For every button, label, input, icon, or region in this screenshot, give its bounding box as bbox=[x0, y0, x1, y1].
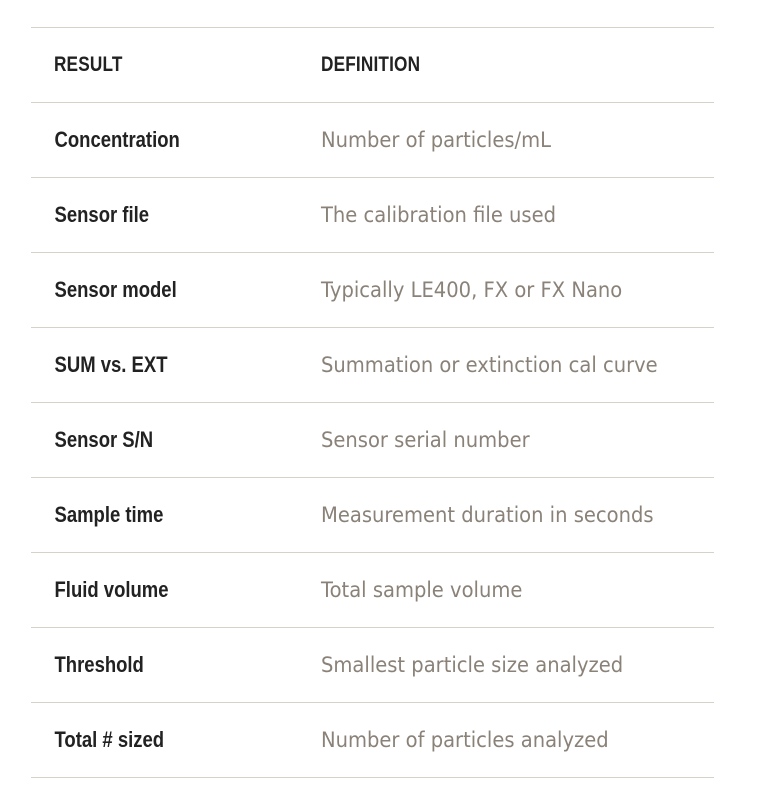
table-row bbox=[31, 253, 714, 328]
definition-cell: Number of particles/mL bbox=[321, 128, 552, 152]
column-header-definition: DEFINITION bbox=[321, 53, 421, 76]
table-row bbox=[31, 478, 714, 553]
table-row bbox=[31, 628, 714, 703]
table-row bbox=[31, 328, 714, 403]
table-row bbox=[31, 178, 714, 253]
column-header-result: RESULT bbox=[53, 53, 123, 76]
definition-cell: Measurement duration in seconds bbox=[321, 503, 654, 527]
result-cell: Sample time bbox=[54, 502, 164, 527]
result-cell: Sensor model bbox=[54, 277, 177, 302]
definition-cell: The calibration file used bbox=[321, 203, 557, 227]
definition-cell: Summation or extinction cal curve bbox=[321, 353, 658, 377]
table-row bbox=[31, 103, 714, 178]
result-cell: Sensor file bbox=[54, 202, 150, 227]
results-definition-table bbox=[31, 27, 714, 778]
result-cell: SUM vs. EXT bbox=[54, 352, 168, 377]
table bbox=[31, 27, 714, 778]
result-cell: Total # sized bbox=[54, 727, 165, 752]
result-cell: Concentration bbox=[54, 127, 180, 152]
table-row bbox=[31, 403, 714, 478]
result-cell: Fluid volume bbox=[54, 577, 169, 602]
definition-cell: Total sample volume bbox=[321, 578, 523, 602]
definition-cell: Typically LE400, FX or FX Nano bbox=[321, 278, 623, 302]
table-row bbox=[31, 703, 714, 778]
definition-cell: Smallest particle size analyzed bbox=[321, 653, 624, 677]
definition-cell: Sensor serial number bbox=[321, 428, 530, 452]
result-cell: Sensor S/N bbox=[54, 427, 154, 452]
table-header-row bbox=[31, 28, 714, 103]
table-row bbox=[31, 553, 714, 628]
definition-cell: Number of particles analyzed bbox=[321, 728, 609, 752]
result-cell: Threshold bbox=[54, 652, 144, 677]
